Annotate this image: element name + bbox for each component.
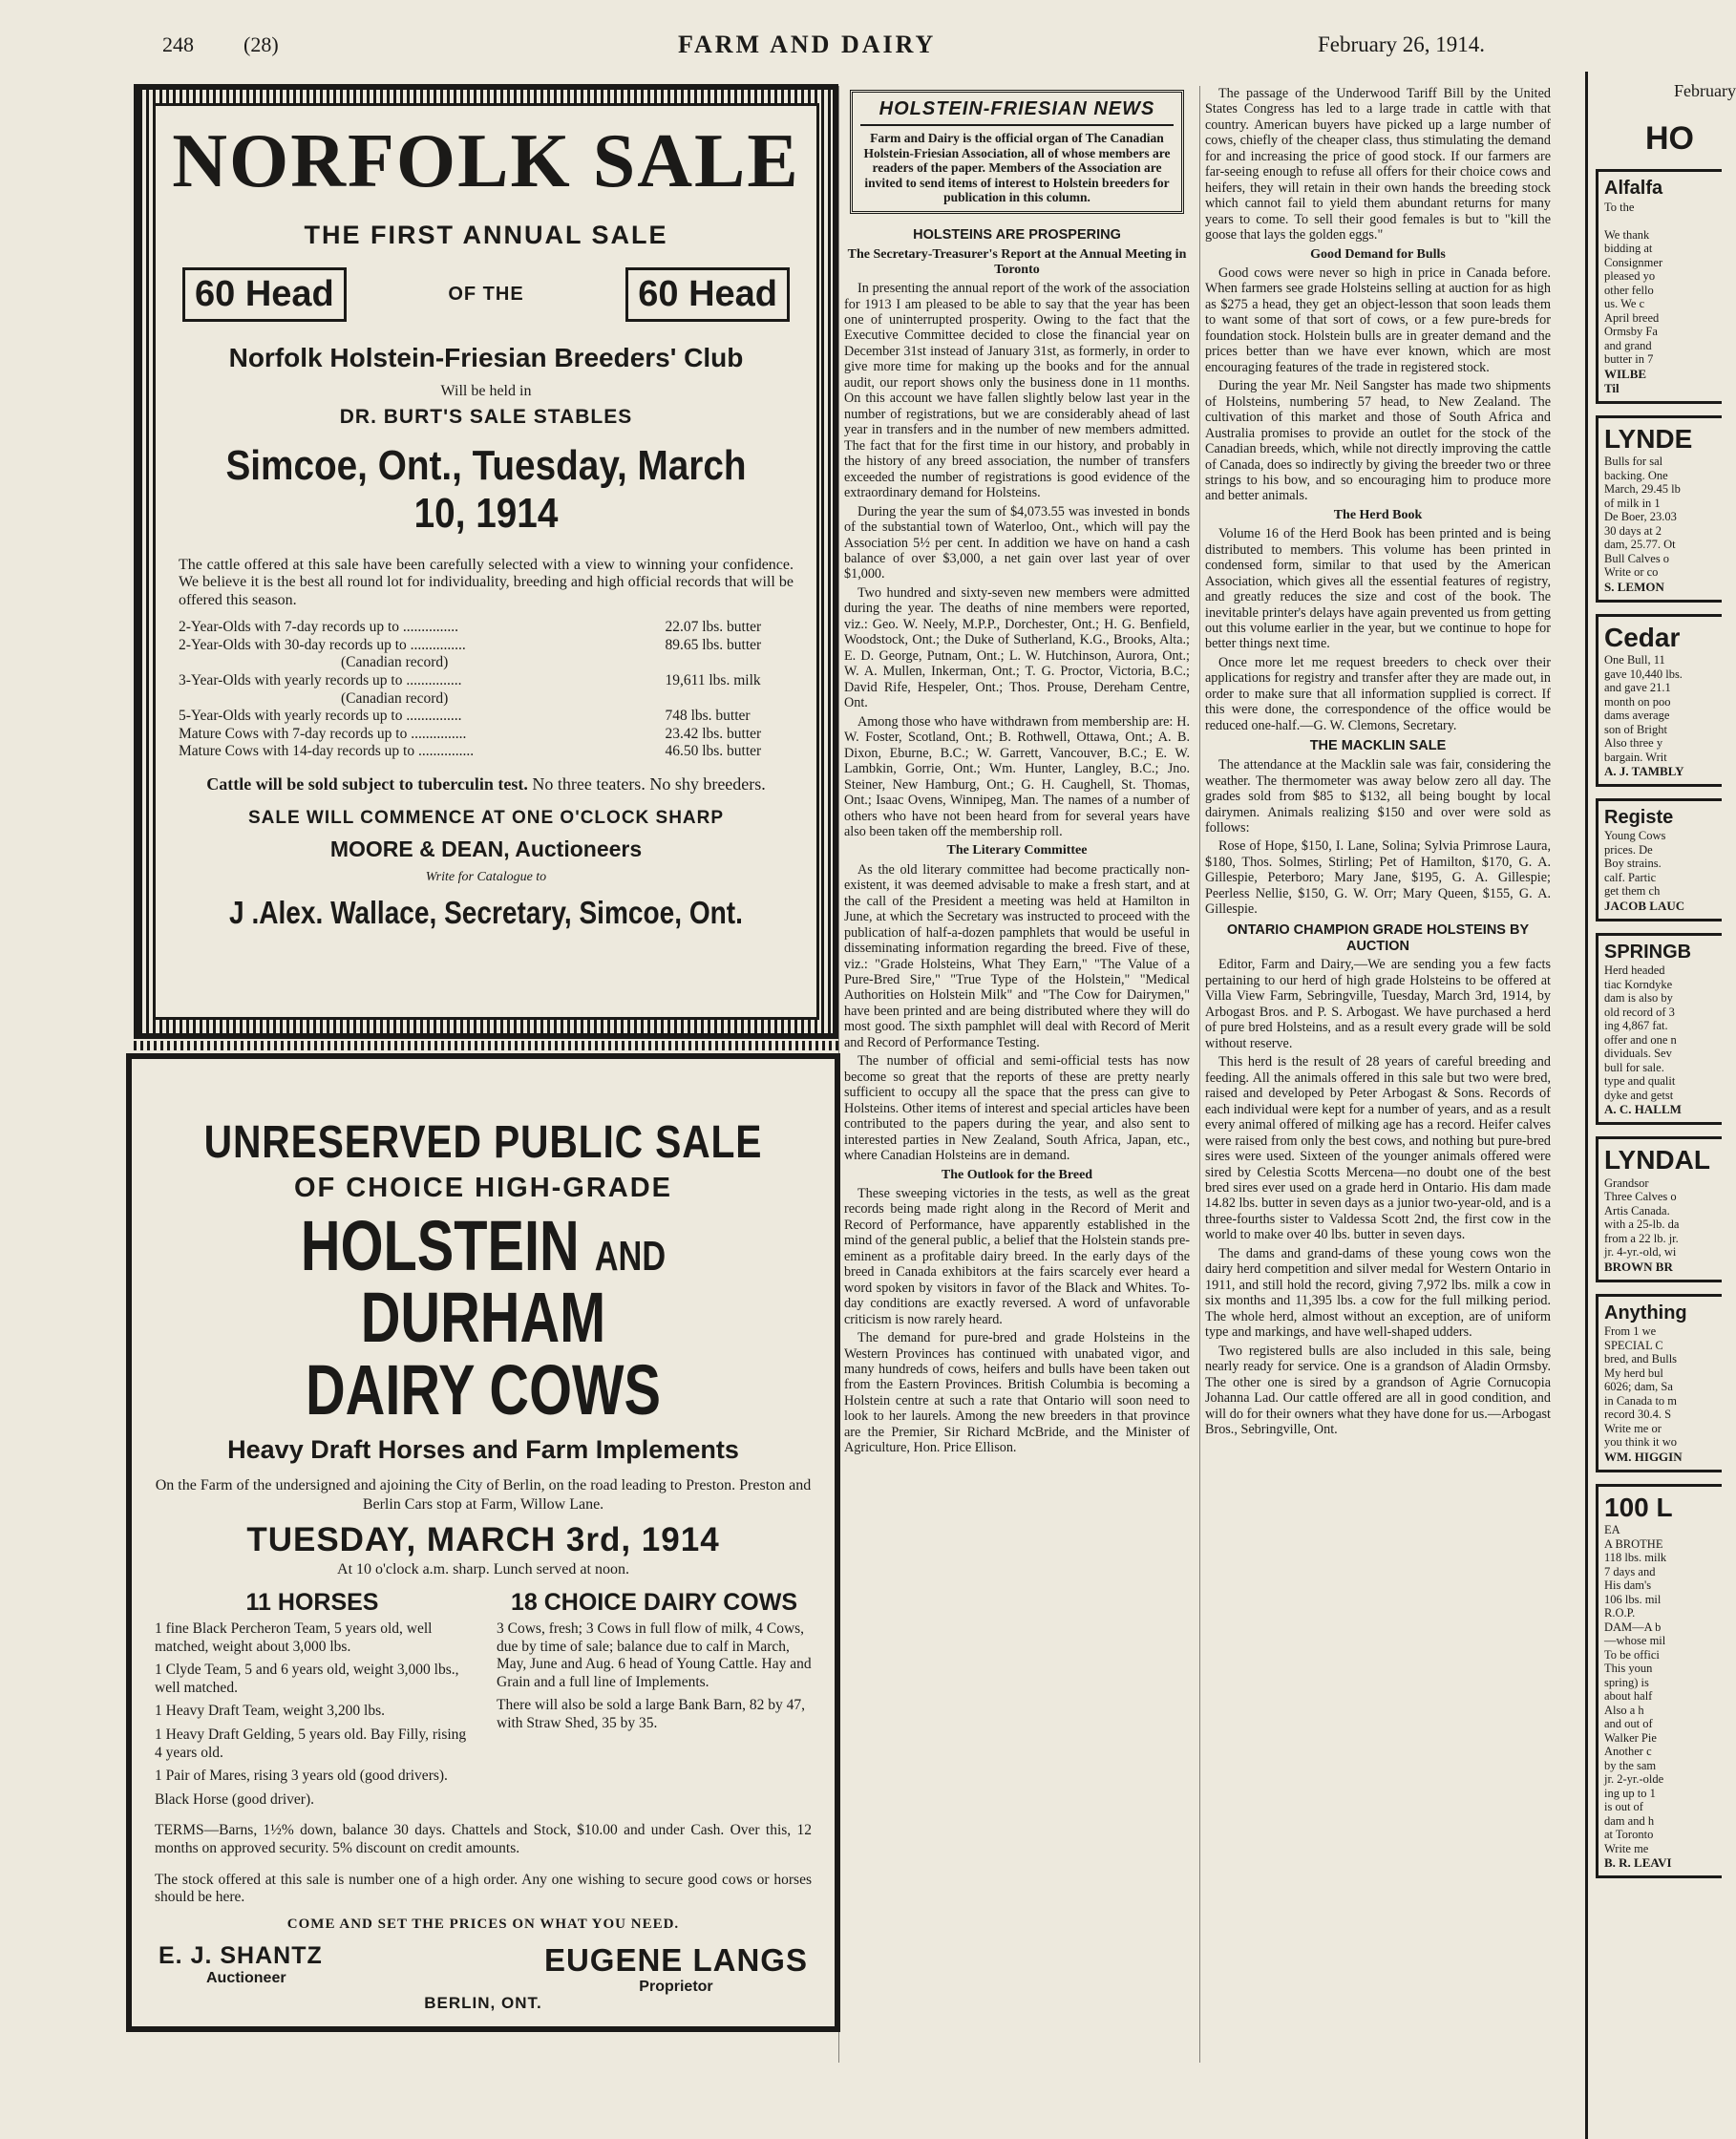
adjacent-ad-line: 7 days and — [1604, 1564, 1656, 1578]
paragraph: During the year Mr. Neil Sangster has made two shipments of Holsteins, numbering 57 head, to New Zealand. The cultivation of this market and those of South Africa and Australia promises to provide an outlet for the stock of the Canadian breeds, which, while not directly improving the cattle of Canada, does so indirectly by giving the breeder two or three strings to his bow, and so encouraging him to produce more and better animals. — [1205, 378, 1551, 504]
durham-sale-date: TUESDAY, MARCH 3rd, 1914 — [246, 1520, 720, 1558]
durham-title: UNRESERVED PUBLIC SALE — [203, 1117, 763, 1168]
adjacent-ad-title: Alfalfa — [1604, 178, 1663, 200]
record-value: 23.42 lbs. butter — [665, 725, 762, 742]
section-heading: Good Demand for Bulls — [1310, 246, 1446, 262]
adjacent-ad-line: bull for sale. — [1604, 1060, 1664, 1074]
proprietor-block — [544, 1942, 808, 1996]
adjacent-page-date: February — [1674, 81, 1736, 100]
adjacent-ad-line: offer and one n — [1604, 1032, 1677, 1047]
farm-location: On the Farm of the undersigned and ajoining the City of Berlin, on the road leading to Preston. Preston and Berlin Cars stop at Farm, Willow Lane. — [155, 1477, 812, 1513]
section-heading: The Herd Book — [1333, 507, 1423, 522]
adjacent-ad-line: prices. De — [1604, 842, 1653, 857]
adjacent-ad-line: get them ch — [1604, 884, 1661, 899]
adjacent-ad-line: Ormsby Fa — [1604, 325, 1658, 338]
adjacent-ad-line: jr. 2-yr.-olde — [1604, 1772, 1664, 1787]
adjacent-ad-line: type and qualit — [1604, 1074, 1676, 1089]
adjacent-ad-line: dyke and getst — [1604, 1088, 1674, 1102]
column-rule — [838, 86, 839, 2063]
adjacent-ad-line: from a 22 lb. jr. — [1604, 1231, 1679, 1245]
adjacent-ad-line: This youn — [1604, 1662, 1653, 1676]
horses-heading: 11 HORSES — [245, 1588, 379, 1616]
adjacent-ad-line: spring) is — [1604, 1675, 1649, 1689]
paragraph: Good cows were never so high in price in Canada before. When farmers see grade Holsteins selling at auction for as high as $275 a head, they get an object-lesson that soon leads them to want some of that sort of cows, or a few pure-breds for foundation stock. Holstein bulls are in greater demand and the prices better than we have ever known, which are most encouraging features of the trade in registered stock. — [1205, 265, 1551, 375]
adjacent-ad-line: is out of — [1604, 1800, 1643, 1814]
article-column-2 — [1205, 86, 1551, 2067]
adjacent-ad — [1596, 933, 1722, 1125]
paragraph: Rose of Hope, $150, I. Lane, Solina; Sylvia Primrose Laura, $180, Thos. Solmes, Stirling; Pet of Hamilton, $170, G. A. Gillespie, Peterboro; Mary Jane, $195, G. A. Gillespie; Peerless Nellie, $150, G. W. Orr; Mary Queen, $155, G. A. Gillespie. — [1205, 838, 1551, 918]
adjacent-ads — [1588, 169, 1722, 1878]
ornamental-divider — [134, 1041, 838, 1050]
adjacent-ad-line: butter in 7 — [1604, 352, 1654, 366]
adjacent-ad-line: record 30.4. S — [1604, 1408, 1672, 1422]
adjacent-ad-line: Bull Calves o — [1604, 551, 1670, 565]
article-headline: THE MACKLIN SALE — [1309, 738, 1447, 754]
adjacent-ad-line: dam is also by — [1604, 991, 1673, 1006]
paragraph: These sweeping victories in the tests, as well as the great records being made right along in the Record of Merit and Record of Performance, have apparently established in the mind of the general public, a belief that the Holstein stands pre-eminent as a profitable dairy breed. In the early days of the breed in Canada exhibitors at the fairs scarcely ever heard a word spoken by visitors in favor of the Black and Whites. To-day conditions are exactly reversed. A word of unfavorable criticism is now rarely heard. — [844, 1185, 1190, 1327]
adjacent-ad-line: other fello — [1604, 283, 1654, 297]
adjacent-ad-footer: JACOB LAUC — [1604, 898, 1685, 913]
adjacent-ad-line: gave 10,440 lbs. — [1604, 667, 1683, 681]
paragraph: As the old literary committee had become practically non-existent, it was deemed advisable to make a fresh start, and at the call of the President a meeting was held at Hamilton in June, at which the Secretary was instructed to proceed with the publication of half-a-dozen pamphlets that would be useful in disseminating information regarding the breed. Five of these, viz.: "Grade Holsteins, What They Earn," "The Value of a Pure-Bred Sire," "True Type of the Holstein," "Medical Authorities on Holstein Milk" and "The Cow for Dairymen," have been printed and are being distributed where they will do most good. The sixth pamphlet will deal with Record of Merit and Record of Performance Testing. — [844, 861, 1190, 1050]
issue-date: February 26, 1914. — [1318, 32, 1486, 56]
horse-item: 1 Heavy Draft Gelding, 5 years old. Bay Filly, rising 4 years old. — [155, 1726, 467, 1761]
auctioneers: MOORE & DEAN, Auctioneers — [329, 836, 643, 861]
adjacent-ad-line: 30 days at 2 — [1604, 523, 1662, 538]
adjacent-ad-line: dam and h — [1604, 1813, 1655, 1828]
sale-stables: DR. BURT'S SALE STABLES — [339, 406, 633, 428]
record-item — [179, 637, 794, 672]
horse-item: 1 fine Black Percheron Team, 5 years old, well matched, weight about 3,000 lbs. — [155, 1620, 433, 1655]
adjacent-ad-title: LYNDE — [1604, 423, 1693, 454]
adjacent-ad-line: calf. Partic — [1604, 870, 1657, 884]
adjacent-ad-line: son of Bright — [1604, 722, 1667, 736]
adjacent-ad-line: Grandsor — [1604, 1175, 1649, 1190]
secretary-line: J .Alex. Wallace, Secretary, Simcoe, Ont. — [229, 894, 743, 930]
adjacent-ad-line: bidding at — [1604, 242, 1653, 255]
adjacent-ad-line — [1604, 214, 1722, 228]
article-subheadline: The Secretary-Treasurer's Report at the Annual Meeting in Toronto — [847, 246, 1187, 277]
article-headline: HOLSTEINS ARE PROSPERING — [913, 226, 1121, 243]
adjacent-ad-title: 100 L — [1604, 1492, 1673, 1522]
record-item — [179, 743, 794, 761]
adjacent-ad-line: you think it wo — [1604, 1435, 1678, 1450]
adjacent-ad-footer: A. C. HALLM — [1604, 1102, 1682, 1117]
durham-signatures — [155, 1942, 812, 1996]
record-item — [179, 619, 794, 637]
adjacent-ad-footer: A. J. TAMBLY — [1604, 764, 1684, 779]
durham-subtitle: OF CHOICE HIGH-GRADE — [293, 1173, 673, 1203]
cows-heading: 18 CHOICE DAIRY COWS — [510, 1588, 798, 1616]
adjacent-ad-line: jr. 4-yr.-old, wi — [1604, 1245, 1677, 1260]
adjacent-ad-line: bred, and Bulls — [1604, 1352, 1678, 1366]
adjacent-ad-line: Young Cows — [1604, 829, 1666, 843]
norfolk-sale-ad — [134, 84, 838, 1039]
adjacent-ad-line: 106 lbs. mil — [1604, 1592, 1662, 1606]
adjacent-ad-line: Bulls for sal — [1604, 455, 1663, 469]
norfolk-ad-inner — [153, 103, 819, 1020]
adjacent-ad-line: March, 29.45 lb — [1604, 482, 1681, 497]
adjacent-ad-line: One Bull, 11 — [1604, 653, 1665, 667]
adjacent-ad-line: To the — [1604, 200, 1635, 214]
paragraph: In presenting the annual report of the work of the association for 1913 I am pleased to be able to say that the year has been one of uninterrupted prosperity. Owing to the fact that the Executive Committee decided to close the financial year on December 31st instead of January 31st, as formerly, in order to give more time for making up the books and for the annual audit, our report shows only the business done in 11 months. On this account we have fallen slightly below last year in the number of registrations, but we are considerably ahead of last year in transfers and in the number of new members admitted. The fact that for the first time in our history, and probably in the history of any breed association, the number of transfers exceeded the number of registrations is good evidence of the extraordinary demand for Holsteins. — [844, 281, 1190, 501]
head-count-left: 60 Head — [182, 267, 347, 322]
adjacent-ad-line: about half — [1604, 1689, 1653, 1704]
proprietor-name: EUGENE LANGS — [543, 1941, 808, 1978]
cow-item: There will also be sold a large Bank Barn, 82 by 47, with Straw Shed, 35 by 35. — [497, 1697, 805, 1731]
tuberculin-notice — [179, 774, 794, 794]
adjacent-ad — [1596, 798, 1722, 921]
adjacent-ad — [1596, 614, 1722, 788]
adjacent-ad-line: R.O.P. — [1604, 1606, 1636, 1620]
records-list — [179, 619, 794, 761]
section-heading: The Literary Committee — [946, 843, 1088, 858]
adjacent-ad-line: His dam's — [1604, 1578, 1652, 1593]
adjacent-ad — [1596, 1294, 1722, 1472]
article-column-1 — [844, 86, 1190, 2067]
record-label: 2-Year-Olds with 30-day records up to ............... — [179, 636, 466, 653]
record-label: 2-Year-Olds with 7-day records up to ............... — [179, 619, 459, 636]
adjacent-ad-line: Walker Pie — [1604, 1730, 1657, 1745]
sale-commence: SALE WILL COMMENCE AT ONE O'CLOCK SHARP — [247, 807, 725, 828]
sale-terms: TERMS—Barns, 1½% down, balance 30 days. Chattels and Stock, $10.00 and under Cash. Over this, 12 months on approved security. 5% discount on credit amounts. — [155, 1822, 812, 1856]
adjacent-ad-footer: WILBE — [1604, 366, 1647, 381]
stock-quality: The stock offered at this sale is number one of a high order. Any one wishing to secure good cows or horses should be here. — [155, 1871, 812, 1906]
headline-durham: DURHAM — [360, 1278, 606, 1358]
paragraph: This herd is the result of 28 years of careful breeding and feeding. All the animals offered in this sale but two were bred, raised and developed by Peter Arbogast & Sons. Records of each individual were kept for a number of years, and as a result every animal offered of milking age has a record. Heifer calves were raised from only the best cows, and nothing but pure-bred sires were used. Sixteen of the younger animals offered were sired by Celestia Scotts Mercena—no doubt one of the best bred sires ever used on a grade herd in Ontario. His dam made 14.82 lbs. butter in seven days as a junior two-year-old, and is a three-fourths sister to Valdessa Scott 2nd, the first cow in the world to make over 40 lbs. butter in seven days. — [1205, 1054, 1551, 1243]
record-item — [179, 726, 794, 744]
adjacent-ad-line: 118 lbs. milk — [1604, 1551, 1667, 1565]
record-item — [179, 672, 794, 708]
adjacent-ad-line: EA — [1604, 1523, 1620, 1537]
breeders-club-name: Norfolk Holstein-Friesian Breeders' Club — [228, 343, 744, 372]
adjacent-ad-line: From 1 we — [1604, 1324, 1657, 1339]
adjacent-ad-line: of milk in 1 — [1604, 496, 1661, 510]
horse-item: 1 Pair of Mares, rising 3 years old (good drivers). — [155, 1768, 448, 1785]
auctioneer-block — [159, 1942, 323, 1987]
tuberculin-rest: No three teaters. No shy breeders. — [527, 773, 766, 794]
adjacent-ad-title: Registe — [1604, 807, 1674, 829]
adjacent-ad-line: old record of 3 — [1604, 1005, 1675, 1019]
paragraph: Editor, Farm and Dairy,—We are sending you a few facts pertaining to our herd of high grade Holsteins to be offered at Villa View Farm, Sebringville, Tuesday, March 3rd, 1914, by Arbogast Bros. and P. S. Arbogast. We have purchased a herd of pure bred Holsteins, and as a result every grade will be sold without reserve. — [1205, 957, 1551, 1051]
adjacent-ad-line: backing. One — [1604, 468, 1668, 482]
head-count-row — [182, 267, 790, 322]
adjacent-ad-line: ing up to 1 — [1604, 1786, 1656, 1800]
adjacent-ad-line: Write me or — [1604, 1421, 1662, 1435]
adjacent-ad-line: 6026; dam, Sa — [1604, 1380, 1673, 1394]
adjacent-ad-line: April breed — [1604, 310, 1660, 325]
adjacent-ad-line: Another c — [1604, 1745, 1652, 1759]
newspaper-title: FARM AND DAIRY — [678, 31, 937, 58]
page-header — [143, 29, 1576, 67]
adjacent-ad-line: Write me — [1604, 1841, 1649, 1855]
adjacent-ad-line: dividuals. Sev — [1604, 1047, 1672, 1061]
adjacent-ad-line: with a 25-lb. da — [1604, 1218, 1680, 1232]
adjacent-ad-line: tiac Korndyke — [1604, 977, 1673, 991]
adjacent-ad-line: Boy strains. — [1604, 857, 1662, 871]
adjacent-ad-footer: Til — [1604, 380, 1620, 395]
paragraph: The dams and grand-dams of these young cows won the dairy herd competition and silver medal for Western Ontario in 1911, and still hold the record, giving 7,972 lbs. milk a cow in six months and 11,395 lbs. a cow for the full milking period. The whole herd, almost without an exception, are of uniform type and markings, and have well-shaped udders. — [1205, 1245, 1551, 1341]
adjacent-ad-line: Consignmer — [1604, 255, 1663, 269]
adjacent-ad-line: Three Calves o — [1604, 1190, 1677, 1204]
proprietor-role: Proprietor — [639, 1978, 713, 1995]
durham-sale-time: At 10 o'clock a.m. sharp. Lunch served at noon. — [337, 1560, 629, 1578]
adjacent-ad-line: pleased yo — [1604, 269, 1656, 283]
adjacent-page-column — [1585, 72, 1736, 2139]
adjacent-ad-line: at Toronto — [1604, 1828, 1654, 1842]
come-and-set: COME AND SET THE PRICES ON WHAT YOU NEED. — [286, 1916, 680, 1932]
of-the-label: OF THE — [448, 284, 524, 305]
record-label: 5-Year-Olds with yearly records up to ............... — [179, 708, 462, 725]
adjacent-ad-footer: BROWN BR — [1604, 1259, 1673, 1274]
auctioneer-role: Auctioneer — [206, 1969, 286, 1986]
durham-listing-columns — [155, 1590, 812, 1810]
adjacent-ad-line: dam, 25.77. Ot — [1604, 538, 1676, 552]
adjacent-ad-title: Cedar — [1604, 622, 1681, 652]
record-label: Mature Cows with 7-day records up to ............... — [179, 725, 467, 742]
cows-column — [497, 1590, 812, 1810]
durham-headline — [227, 1206, 740, 1430]
section-heading: The Outlook for the Breed — [941, 1167, 1093, 1182]
adjacent-ad-line: and grand — [1604, 338, 1652, 352]
paragraph: The passage of the Underwood Tariff Bill by the United States Congress has led to a large trade in cattle with that country. American buyers have picked up a large number of cows, chiefly of the cheaper class, thus stimulating the demand for and increasing the price of good stock. If our farmers are far-seeing enough to refuse all offers for their choice cows and heifers, they will retain in their own hands the breeding stock which cannot fail to yield them abundant returns for many years to come. To sell their good females is but to "kill the goose that lays the golden eggs." — [1205, 86, 1551, 244]
adjacent-ad-footer: WM. HIGGIN — [1604, 1449, 1683, 1464]
adjacent-ad-line: Also three y — [1604, 736, 1663, 751]
adjacent-ad-line: ing 4,867 fat. — [1604, 1019, 1668, 1033]
paragraph: The number of official and semi-official tests has now become so great that the reports of these are pretty nearly sufficient to occupy all the space that the press can give to Holsteins. Other items of interest and special articles have been contributed to the papers during the year, and also sent to interested parties in New Zealand, South Africa, Japan, etc., where Canadian Holsteins are in demand. — [844, 1053, 1190, 1164]
paragraph: Once more let me request breeders to check over their applications for registry and transfer after they are made out, in order to make sure that all information supplied is correct. If this were done, the correspondence of the office would be reduced one-half.—G. W. Clemons, Secretary. — [1205, 654, 1551, 733]
adjacent-ad — [1596, 415, 1722, 603]
tuberculin-bold: Cattle will be sold subject to tuberculin test. — [206, 773, 528, 794]
heavy-draft-line: Heavy Draft Horses and Farm Implements — [227, 1435, 739, 1465]
adjacent-ad — [1596, 1484, 1722, 1879]
adjacent-ad-line: My herd bul — [1604, 1366, 1663, 1380]
adjacent-ad-footer: S. LEMON — [1604, 579, 1664, 594]
adjacent-ad-line: and out of — [1604, 1717, 1653, 1731]
adjacent-ad — [1596, 1136, 1722, 1282]
record-item — [179, 708, 794, 726]
adjacent-ad-title: Anything — [1604, 1302, 1687, 1324]
paragraph: Two hundred and sixty-seven new members were admitted during the year. The deaths of nine members were reported, viz.: Geo. W. Neely, M.P.P., Dorchester, Ont.; H. G. Benfield, Woodstock, Ont.; the Duke of Sutherland, K.G., Brooks, Alta.; E. D. George, Putnam, Ont.; L. W. Hutchinson, Aurora, Ont.; W. A. Mullen, Inkerman, Ont.; T. G. Proctor, Victoria, B.C.; David Rife, Hespeler, Ont.; Thos. Prouse, Dereham Centre, Ont. — [844, 584, 1190, 711]
news-box-heading: HOLSTEIN-FRIESIAN NEWS — [860, 98, 1174, 126]
record-note: (Canadian record) — [341, 654, 449, 671]
adjacent-ad-line: To be offici — [1604, 1647, 1660, 1662]
adjacent-ad-line: bargain. Writ — [1604, 750, 1667, 764]
paragraph: During the year the sum of $4,073.55 was invested in bonds of the substantial town of Waterloo, Ont., which will pay the Association 5½ per cent. In addition we have on hand a cash balance of over $3,000, a net gain over last year of over $1,000. — [844, 503, 1190, 582]
record-value: 22.07 lbs. butter — [665, 619, 762, 636]
headline-holstein: HOLSTEIN — [300, 1206, 595, 1285]
adjacent-ad-title: SPRINGB — [1604, 942, 1692, 964]
held-in-text: Will be held in — [440, 383, 532, 399]
paragraph: Among those who have withdrawn from membership are: H. W. Foster, Scotland, Ont.; B. Rothwell, Ottawa, Ont.; A. B. Dixon, Eburne, B.C.; W. Garrett, Vancouver, B.C.; E. W. Lambkin, Gorrie, Ont.; Wm. Hunter, Langley, B.C.; Jno. Steiner, New Hamburg, Ont.; G. H. Caughell, St. Thomas, Ont.; Isaac Ovens, Winnipeg, Man. The names of a number of others who have not been heard from for several years have also been taken off the membership roll. — [844, 713, 1190, 839]
cow-item: 3 Cows, fresh; 3 Cows in full flow of milk, 4 Cows, due by time of sale; balance due to calf in March, May, June and Aug. 6 head of Young Cattle. Hay and Grain and a full line of Implements. — [497, 1620, 812, 1690]
record-value: 19,611 lbs. milk — [665, 671, 761, 688]
adjacent-page-heading: HO — [1645, 119, 1694, 157]
adjacent-ad-line: by the sam — [1604, 1758, 1657, 1772]
adjacent-ad-line: in Canada to m — [1604, 1393, 1678, 1408]
record-value: 46.50 lbs. butter — [665, 743, 762, 760]
horses-column — [155, 1590, 470, 1810]
adjacent-ad-footer: B. R. LEAVI — [1604, 1855, 1672, 1871]
adjacent-ad-line: and gave 21.1 — [1604, 681, 1671, 695]
horse-item: 1 Clyde Team, 5 and 6 years old, weight 3,000 lbs., well matched. — [155, 1662, 459, 1696]
paragraph: The attendance at the Macklin sale was fair, considering the weather. The thermometer was away below zero all day. The grades sold from $85 to $132, all being bought by local dairymen. Animals realizing $150 and over were sold as follows: — [1205, 757, 1551, 836]
adjacent-ad-line: dams average — [1604, 709, 1670, 723]
norfolk-title: NORFOLK SALE — [172, 119, 800, 203]
column-rule — [1199, 86, 1200, 2063]
paragraph: Two registered bulls are also included in this sale, being nearly ready for service. One is a grandson of Aladin Ormsby. The other one is sired by a grandson of Agrie Cornucopia Johanna Lad. Our cattle offered are all in good condition, and will do for their owners what they have done for us.—Arbogast Bros., Sebringville, Ont. — [1205, 1343, 1551, 1437]
sale-date-line: Simcoe, Ont., Tuesday, March 10, 1914 — [225, 442, 747, 537]
record-note: (Canadian record) — [341, 689, 449, 707]
adjacent-ad-line: De Boer, 23.03 — [1604, 510, 1677, 524]
adjacent-ad-line: —whose mil — [1604, 1634, 1666, 1648]
page-number: 248 — [162, 32, 194, 56]
head-count-right: 60 Head — [625, 267, 790, 322]
record-label: Mature Cows with 14-day records up to ............... — [179, 743, 475, 760]
headline-dairy-cows: DAIRY COWS — [305, 1349, 661, 1430]
berlin-location: BERLIN, ONT. — [424, 1993, 542, 2012]
adjacent-ad-line: DAM—A b — [1604, 1620, 1662, 1634]
adjacent-ad-line: month on poo — [1604, 694, 1671, 709]
record-label: 3-Year-Olds with yearly records up to ............... — [179, 671, 462, 688]
horse-item: Black Horse (good driver). — [155, 1790, 315, 1808]
news-box-body: Farm and Dairy is the official organ of The Canadian Holstein-Friesian Association, all of whose members are readers of the paper. Members of the Association are invited to send items of interest to Holstein breeders for publication in this column. — [863, 131, 1171, 205]
auctioneer-name: E. J. SHANTZ — [159, 1941, 323, 1969]
adjacent-ad-line: us. We c — [1604, 297, 1645, 310]
headline-and: AND — [594, 1233, 667, 1280]
adjacent-ad-line: A BROTHE — [1604, 1536, 1663, 1551]
durham-sale-ad — [126, 1053, 840, 2032]
norfolk-subtitle: THE FIRST ANNUAL SALE — [304, 221, 668, 249]
adjacent-ad-line: We thank — [1604, 227, 1650, 242]
adjacent-ad-line: Herd headed — [1604, 964, 1665, 978]
paragraph: Volume 16 of the Herd Book has been printed and is being distributed to members. This volume has been printed in condensed form, similar to that used by the American Association, which gives all the essential features of registry, and greatly reduces the size and cost of the book. The inevitable printer's delays have again prevented us from getting out this volume earlier in the year, but we continue to hope for better things next time. — [1205, 526, 1551, 652]
adjacent-ad-line: Write or co — [1604, 565, 1659, 580]
holstein-news-box — [850, 90, 1184, 214]
norfolk-description: The cattle offered at this sale have been carefully selected with a view to winning your confidence. We believe it is the best all round lot for individuality, breeding and high official records that will be offered this season. — [179, 557, 794, 608]
adjacent-ad — [1596, 169, 1722, 403]
record-value: 89.65 lbs. butter — [665, 636, 762, 653]
write-for-catalogue: Write for Catalogue to — [425, 869, 547, 884]
page-sub-number: (28) — [243, 32, 279, 56]
record-value: 748 lbs. butter — [665, 708, 751, 725]
adjacent-ad-line: Also a h — [1604, 1703, 1644, 1717]
horse-item: 1 Heavy Draft Team, weight 3,200 lbs. — [155, 1703, 385, 1720]
adjacent-ad-line: Artis Canada. — [1604, 1203, 1670, 1218]
adjacent-ad-line: SPECIAL C — [1604, 1338, 1663, 1352]
article-headline: ONTARIO CHAMPION GRADE HOLSTEINS BY AUCTION — [1226, 921, 1530, 954]
paragraph: The demand for pure-bred and grade Holsteins in the Western Provinces has continued with unabated vigor, and many hundreds of cows, heifers and bulls have been taken out from the Eastern Provinces. British Columbia is becoming a Holstein centre at such a rate that Ontario will soon need to look to her laurels. Among the new breeders in that province are the Premier, Sir Richard McBride, and the Minister of Agriculture, Hon. Price Ellison. — [844, 1330, 1190, 1456]
adjacent-ad-title: LYNDAL — [1604, 1145, 1710, 1175]
